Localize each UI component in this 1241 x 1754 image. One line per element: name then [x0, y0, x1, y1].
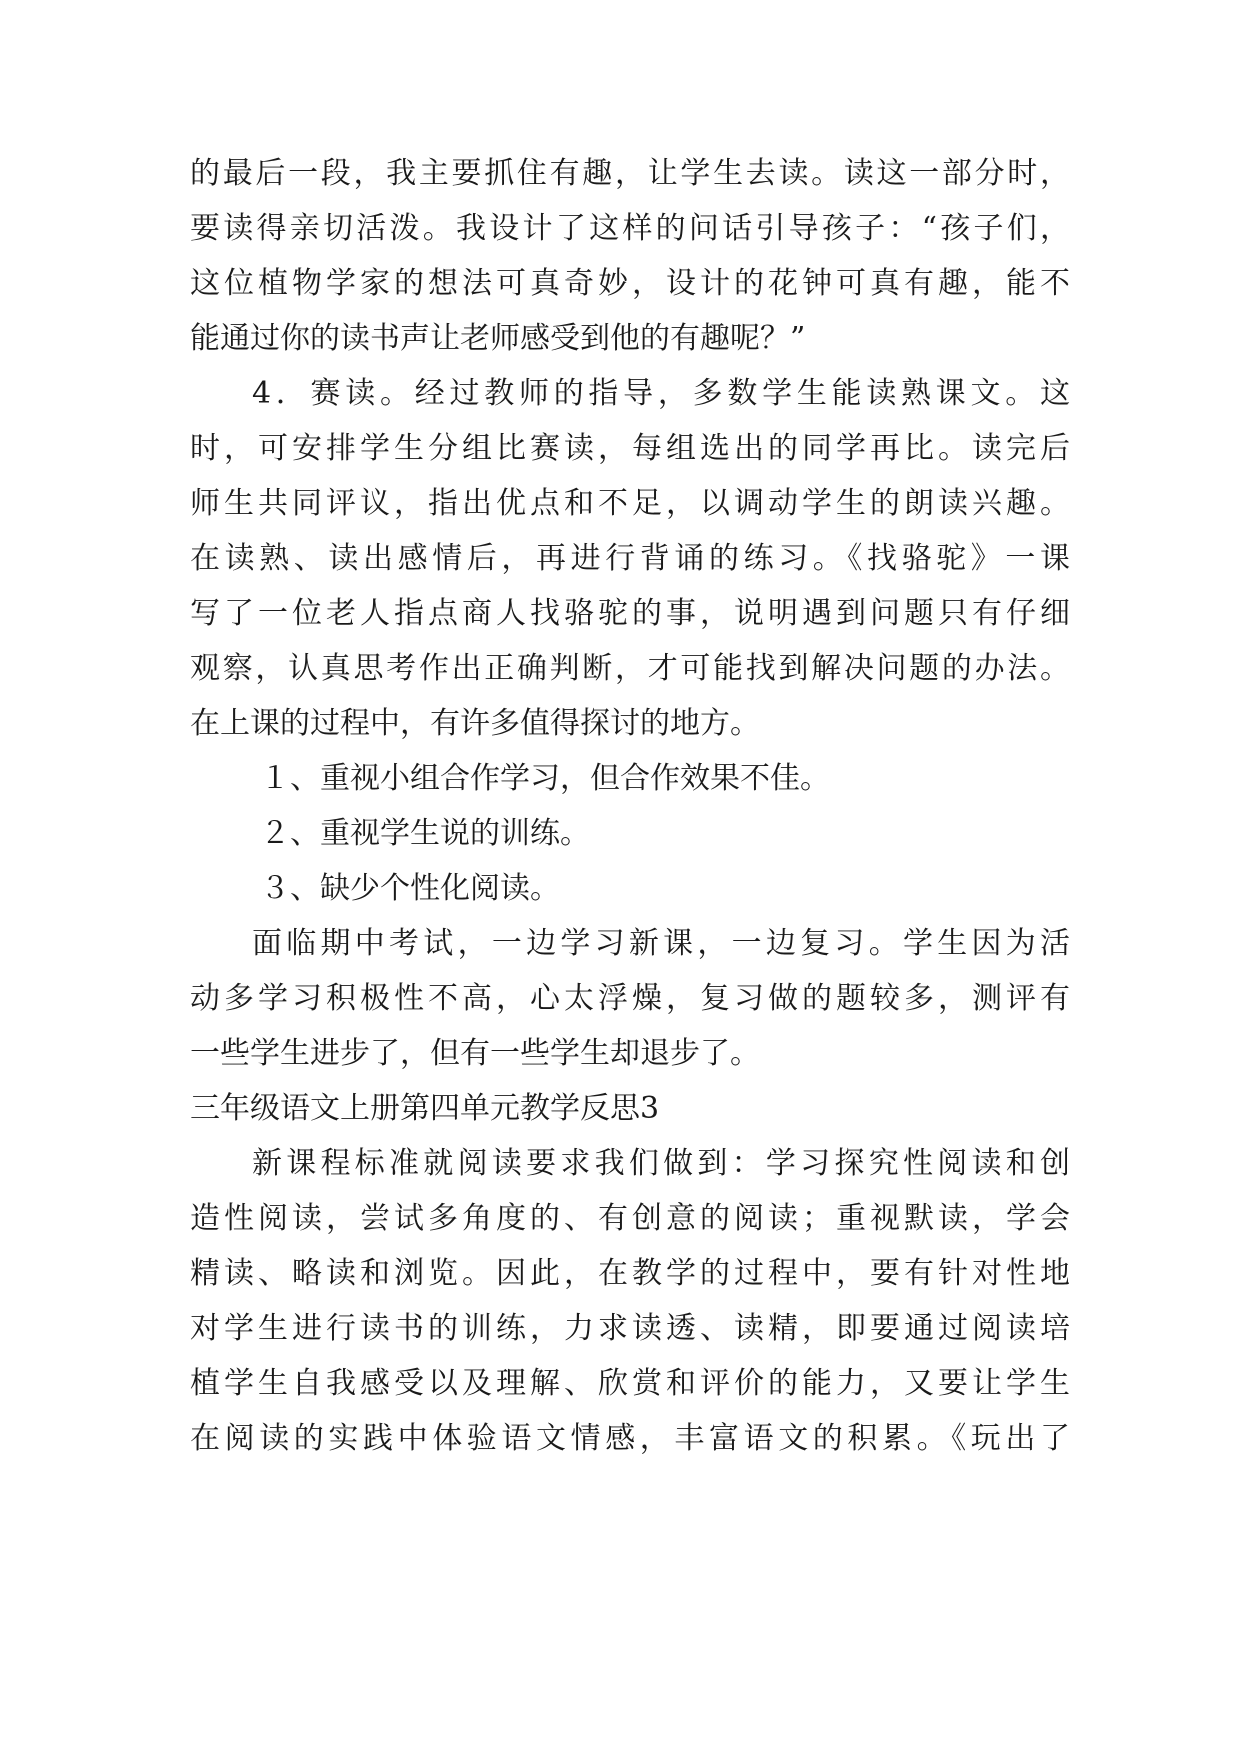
- text-line: 这位植物学家的想法可真奇妙，设计的花钟可真有趣，能不: [190, 266, 1070, 301]
- text-line: 在阅读的实践中体验语文情感，丰富语文的积累。《玩出了: [190, 1421, 1070, 1456]
- text-line: 能通过你的读书声让老师感受到他的有趣呢？”: [190, 321, 806, 356]
- text-line: 的最后一段，我主要抓住有趣，让学生去读。读这一部分时，: [190, 156, 1070, 191]
- text-line: 造性阅读，尝试多角度的、有创意的阅读；重视默读，学会: [190, 1201, 1070, 1236]
- text-line: 新课程标准就阅读要求我们做到：学习探究性阅读和创: [252, 1146, 1070, 1181]
- text-line: 精读、略读和浏览。因此，在教学的过程中，要有针对性地: [190, 1256, 1070, 1291]
- text-line: 动多学习积极性不高，心太浮燥，复习做的题较多，测评有: [190, 981, 1070, 1016]
- paragraph-reading-lively: [190, 146, 1070, 366]
- paragraph-new-curriculum: [190, 1136, 1070, 1466]
- text-line: 在读熟、读出感情后，再进行背诵的练习。《找骆驼》一课: [190, 541, 1070, 576]
- section-heading: 三年级语文上册第四单元教学反思3: [190, 1091, 660, 1126]
- list-item: １、重视小组合作学习，但合作效果不佳。: [260, 761, 830, 796]
- text-line: 一些学生进步了，但有一些学生却退步了。: [190, 1036, 760, 1071]
- text-line: 4．赛读。经过教师的指导，多数学生能读熟课文。这: [252, 376, 1070, 411]
- text-line: 植学生自我感受以及理解、欣赏和评价的能力，又要让学生: [190, 1366, 1070, 1401]
- paragraph-competition-reading: [190, 366, 1070, 751]
- text-line: 观察，认真思考作出正确判断，才可能找到解决问题的办法。: [190, 651, 1070, 686]
- text-line: 对学生进行读书的训练，力求读透、读精，即要通过阅读培: [190, 1311, 1070, 1346]
- text-line: 写了一位老人指点商人找骆驼的事，说明遇到问题只有仔细: [190, 596, 1070, 631]
- text-line: 要读得亲切活泼。我设计了这样的问话引导孩子：“孩子们，: [190, 211, 1070, 246]
- list-item: ２、重视学生说的训练。: [260, 816, 590, 851]
- text-line: 时，可安排学生分组比赛读，每组选出的同学再比。读完后: [190, 431, 1070, 466]
- text-line: 师生共同评议，指出优点和不足，以调动学生的朗读兴趣。: [190, 486, 1070, 521]
- text-line: 在上课的过程中，有许多值得探讨的地方。: [190, 706, 760, 741]
- document-body: [190, 146, 1070, 1466]
- text-line: 面临期中考试，一边学习新课，一边复习。学生因为活: [252, 926, 1070, 961]
- list-item: ３、缺少个性化阅读。: [260, 871, 560, 906]
- paragraph-midterm-review: [190, 916, 1070, 1081]
- issues-list: [190, 751, 1070, 916]
